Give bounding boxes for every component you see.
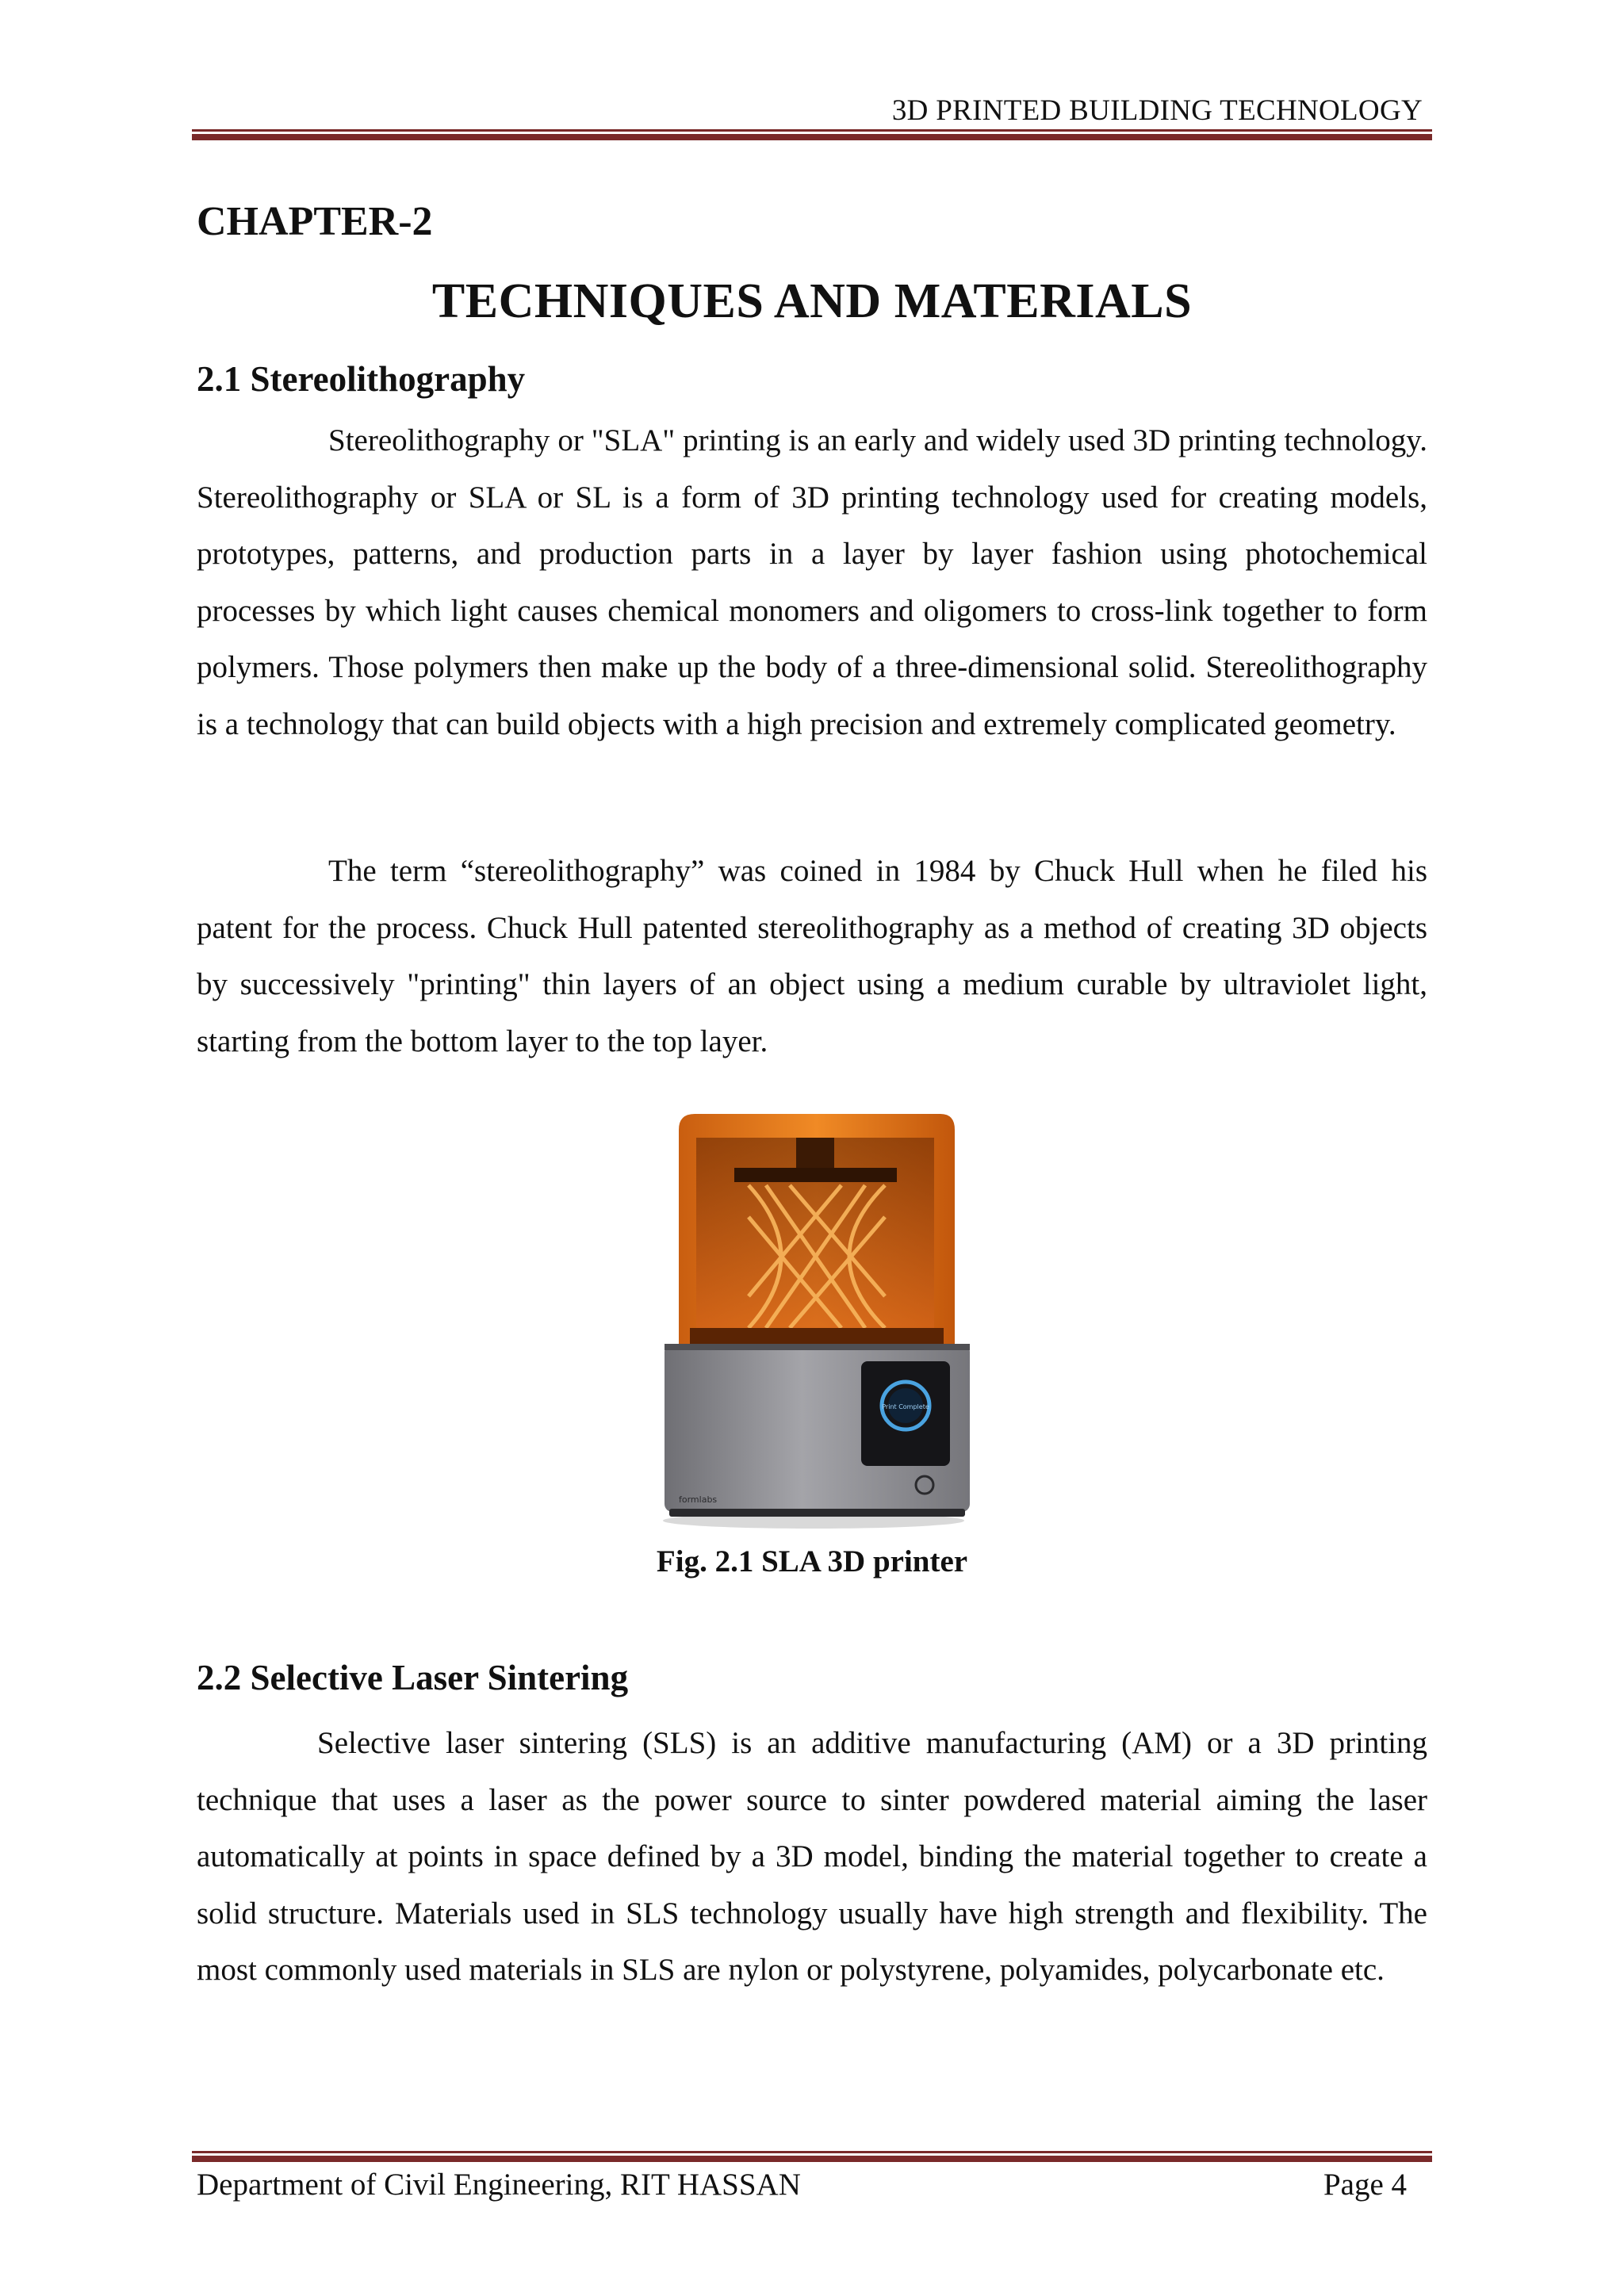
figure-caption: Fig. 2.1 SLA 3D printer (656, 1544, 968, 1578)
paragraph-sla-intro: Stereolithography or "SLA" printing is an early and widely used 3D printing technology. Stereolithography or SLA or SL is a form of 3D printing technology used for creating models, prototypes, patterns, and production parts in a layer by layer fashion using photochemical processes by which light causes chemical monomers and oligomers to cross-link together to form polymers. Those polymers then make up the body of a three-dimensional solid. Stereolithography is a technology that can build objects with a high precision and extremely complicated geometry. (197, 423, 1427, 741)
sla-printer-image (655, 1106, 972, 1530)
section-heading-sls: 2.2 Selective Laser Sintering (197, 1658, 629, 1697)
printer-screen-text: Print Complete (882, 1403, 929, 1410)
header-rule (192, 129, 1432, 140)
footer-department: Department of Civil Engineering, RIT HASSAN (197, 2168, 801, 2202)
footer-page-number: Page 4 (1323, 2168, 1407, 2202)
paragraph-sls: Selective laser sintering (SLS) is an additive manufacturing (AM) or a 3D printing technique that uses a laser as the power source to sinter powdered material aiming the laser automatically at points in space defined by a 3D model, binding the material together to create a solid structure. Materials used in SLS technology usually have high strength and flexibility. The most commonly used materials in SLS are nylon or polystyrene, polyamides, polycarbonate etc. (197, 1726, 1427, 1987)
chapter-title: TECHNIQUES AND MATERIALS (431, 274, 1193, 328)
running-header: 3D PRINTED BUILDING TECHNOLOGY (891, 94, 1423, 127)
footer-rule (192, 2151, 1432, 2162)
paragraph-sla-history: The term “stereolithography” was coined in 1984 by Chuck Hull when he filed his patent for the process. Chuck Hull patented stereolithography as a method of creating 3D objects by successively "printing" thin layers of an object using a medium curable by ultraviolet light, starting from the bottom layer to the top layer. (197, 854, 1427, 1058)
printer-brand-text: formlabs (679, 1494, 718, 1505)
chapter-label: CHAPTER-2 (197, 199, 433, 244)
section-heading-stereolithography: 2.1 Stereolithography (197, 359, 526, 399)
